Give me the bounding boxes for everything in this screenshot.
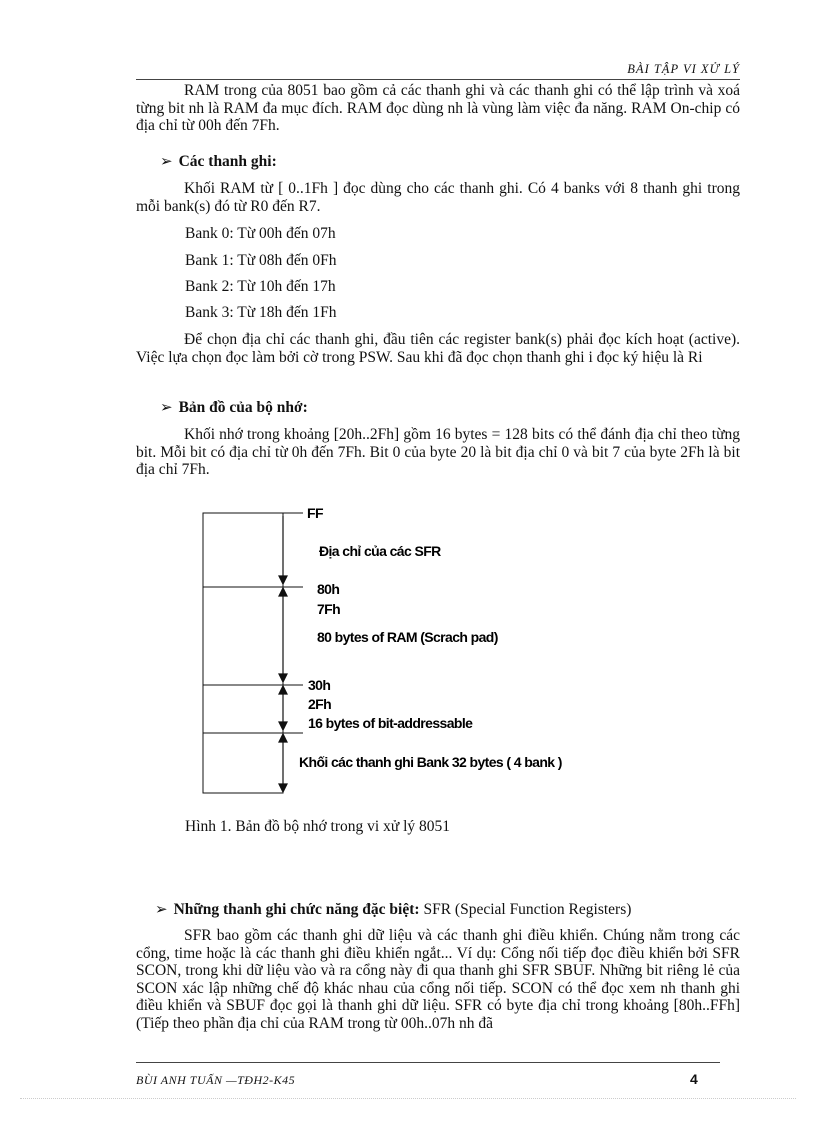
- bullet-arrow-icon: ➢: [160, 152, 173, 170]
- page-number: 4: [690, 1071, 698, 1087]
- arrowhead-bank-up: [279, 734, 287, 742]
- intro-paragraph: RAM trong của 8051 bao gồm cả các thanh ghi và các thanh ghi có thể lập trình và xoá từng bit nh là RAM đa mục đích. RAM đọc dùng nh là vùng làm việc đa năng. RAM On-chip có địa chỉ từ 00h đến 7Fh.: [136, 82, 740, 134]
- registers-paragraph: Khối RAM từ [ 0..1Fh ] đọc dùng cho các thanh ghi. Có 4 banks với 8 thanh ghi trong mỗi bank(s) đó từ R0 đến R7.: [136, 180, 740, 215]
- heading-memory-map: ➢ Bản đồ của bộ nhớ:: [160, 398, 308, 416]
- arrowhead-scratch-up: [279, 588, 287, 596]
- bank-select-paragraph: Để chọn địa chỉ các thanh ghi, đầu tiên các register bank(s) phải đọc kích hoạt (active). Việc lựa chọn đọc làm bởi cờ trong PSW. Sau khi đã đọc chọn thanh ghi i đọc ký hiệu là Ri: [136, 331, 740, 366]
- bank-0-line: Bank 0: Từ 00h đến 07h: [185, 225, 336, 242]
- arrowhead-scratch-down: [279, 674, 287, 682]
- bank-2-line: Bank 2: Từ 10h đến 17h: [185, 278, 336, 295]
- arrowhead-bit-up: [279, 686, 287, 694]
- label-bit-addressable: 16 bytes of bit-addressable: [308, 715, 473, 731]
- memory-map-paragraph: Khối nhớ trong khoảng [20h..2Fh] gồm 16 bytes = 128 bits có thể đánh địa chỉ theo từng bit. Mỗi bit có địa chỉ từ 0h đến 7Fh. Bit 0 của byte 20 là bit địa chỉ 0 và bit 7 của byte 2Fh là bit địa chỉ 7Fh.: [136, 426, 740, 478]
- header-rule: [136, 79, 740, 80]
- label-scratch-pad: 80 bytes of RAM (Scrach pad): [317, 629, 498, 645]
- bullet-arrow-icon: ➢: [155, 900, 168, 918]
- heading-registers: ➢ Các thanh ghi:: [160, 152, 277, 170]
- memory-block-outline: [203, 513, 283, 793]
- page-header-title: BÀI TẬP VI XỬ LÝ: [627, 62, 740, 76]
- arrowhead-bank-down: [279, 784, 287, 792]
- label-7fh: 7Fh: [317, 601, 341, 617]
- label-30h: 30h: [308, 677, 331, 693]
- label-80h: 80h: [317, 581, 340, 597]
- footer-author: BÙI ANH TUẤN —TĐH2-K45: [136, 1073, 296, 1087]
- arrowhead-bit-down: [279, 722, 287, 730]
- label-sfr-area: Địa chỉ của các SFR: [319, 543, 441, 559]
- memory-map-diagram: [195, 500, 695, 810]
- page-bottom-border: [20, 1098, 796, 1099]
- bullet-arrow-icon: ➢: [160, 398, 173, 416]
- heading-sfr-subtitle: SFR (Special Function Registers): [423, 901, 632, 918]
- label-ff: FF: [307, 505, 323, 521]
- bank-3-line: Bank 3: Từ 18h đến 1Fh: [185, 304, 337, 321]
- heading-sfr: ➢ Những thanh ghi chức năng đặc biệt: SFR (Special Function Registers): [155, 900, 632, 918]
- label-2fh: 2Fh: [308, 696, 332, 712]
- label-bank-area: Khối các thanh ghi Bank 32 bytes ( 4 bank ): [299, 754, 562, 770]
- figure-caption: Hình 1. Bản đồ bộ nhớ trong vi xử lý 8051: [185, 818, 451, 835]
- sfr-paragraph: SFR bao gồm các thanh ghi dữ liệu và các thanh ghi điều khiển. Chúng nằm trong các cổng, time hoặc là các thanh ghi điều khiển ngắt... Ví dụ: Cổng nối tiếp đọc điều khiển bởi SFR SCON, trong khi dữ liệu vào và ra cổng này đi qua thanh ghi SFR SBUF. Những bit riêng lẻ của SCON xác lập những chế độ khác nhau của cổng nối tiếp. SCON có thể đọc xem nh thanh ghi điều khiển và SBUF đọc gọi là thanh ghi dữ liệu. SFR có byte địa chỉ trong khoảng [80h..FFh] (Tiếp theo phần địa chỉ của RAM trong từ 00h..07h nh đã: [136, 927, 740, 1032]
- arrowhead-sfr-down: [279, 576, 287, 584]
- footer-rule: [136, 1062, 720, 1063]
- bank-1-line: Bank 1: Từ 08h đến 0Fh: [185, 252, 337, 269]
